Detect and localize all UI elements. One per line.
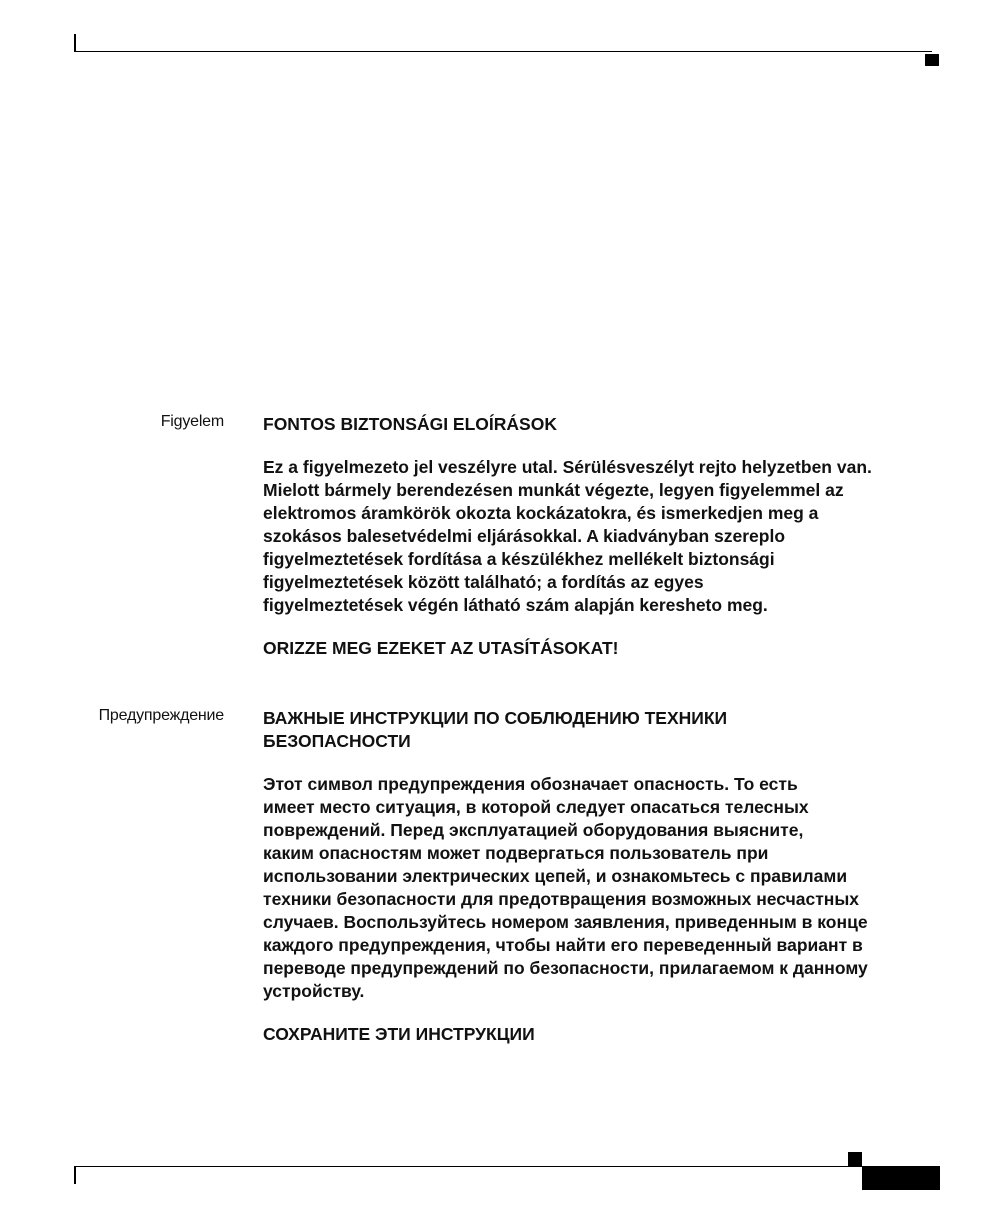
paragraph-line: имеет место ситуация, в которой следует опасаться телесных <box>263 797 809 817</box>
paragraph-line: использовании электрических цепей, и ознакомьтесь с правилами <box>263 866 848 886</box>
warning-heading <box>263 413 933 436</box>
warning-save-instructions: ORIZZE MEG EZEKET AZ UTASÍTÁSOKAT! <box>263 638 619 658</box>
footer-page-tab <box>862 1166 940 1190</box>
header-corner-mark <box>74 34 76 52</box>
header-marker-square <box>925 54 939 66</box>
paragraph-line: figyelmeztetések végén látható szám alapján keresheto meg. <box>263 595 768 615</box>
footer-corner-mark <box>74 1166 76 1184</box>
footer-marker-square <box>848 1152 862 1166</box>
warning-paragraph <box>263 773 933 1003</box>
paragraph-line: Этот символ предупреждения обозначает опасность. То есть <box>263 774 798 794</box>
paragraph-line: устройству. <box>263 981 365 1001</box>
paragraph-line: Mielott bármely berendezésen munkát végezte, legyen figyelemmel az <box>263 480 844 500</box>
paragraph-line: figyelmeztetések fordítása a készülékhez mellékelt biztonsági <box>263 549 775 569</box>
header-rule <box>74 51 932 52</box>
warning-label-hungarian: Figyelem <box>160 413 224 430</box>
footer-rule <box>74 1166 932 1167</box>
paragraph-line: каждого предупреждения, чтобы найти его переведенный вариант в <box>263 935 863 955</box>
paragraph-line: elektromos áramkörök okozta kockázatokra, és ismerkedjen meg a <box>263 503 819 523</box>
paragraph-line: figyelmeztetések között található; a fordítás az egyes <box>263 572 704 592</box>
paragraph-line: szokásos balesetvédelmi eljárásokkal. A kiadványban szereplo <box>263 526 786 546</box>
warning-body-russian <box>263 707 933 1046</box>
paragraph-line: техники безопасности для предотвращения возможных несчастных <box>263 889 860 909</box>
heading-line: ВАЖНЫЕ ИНСТРУКЦИИ ПО СОБЛЮДЕНИЮ ТЕХНИКИ <box>263 708 728 728</box>
warning-paragraph <box>263 456 933 617</box>
warning-body-hungarian <box>263 413 933 660</box>
warning-heading <box>263 707 933 753</box>
paragraph-line: переводе предупреждений по безопасности, прилагаемом к данному <box>263 958 868 978</box>
paragraph-line: повреждений. Перед эксплуатацией оборудования выясните, <box>263 820 804 840</box>
paragraph-line: каким опасностям может подвергаться пользователь при <box>263 843 769 863</box>
paragraph-line: случаев. Воспользуйтесь номером заявления, приведенным в конце <box>263 912 868 932</box>
heading-line: БЕЗОПАСНОСТИ <box>263 731 411 751</box>
warning-label-russian: Предупреждение <box>98 707 224 724</box>
warning-save-instructions: СОХРАНИТЕ ЭТИ ИНСТРУКЦИИ <box>263 1024 535 1044</box>
heading-line: FONTOS BIZTONSÁGI ELOÍRÁSOK <box>263 414 557 434</box>
paragraph-line: Ez a figyelmezeto jel veszélyre utal. Sérülésveszélyt rejto helyzetben van. <box>263 457 872 477</box>
